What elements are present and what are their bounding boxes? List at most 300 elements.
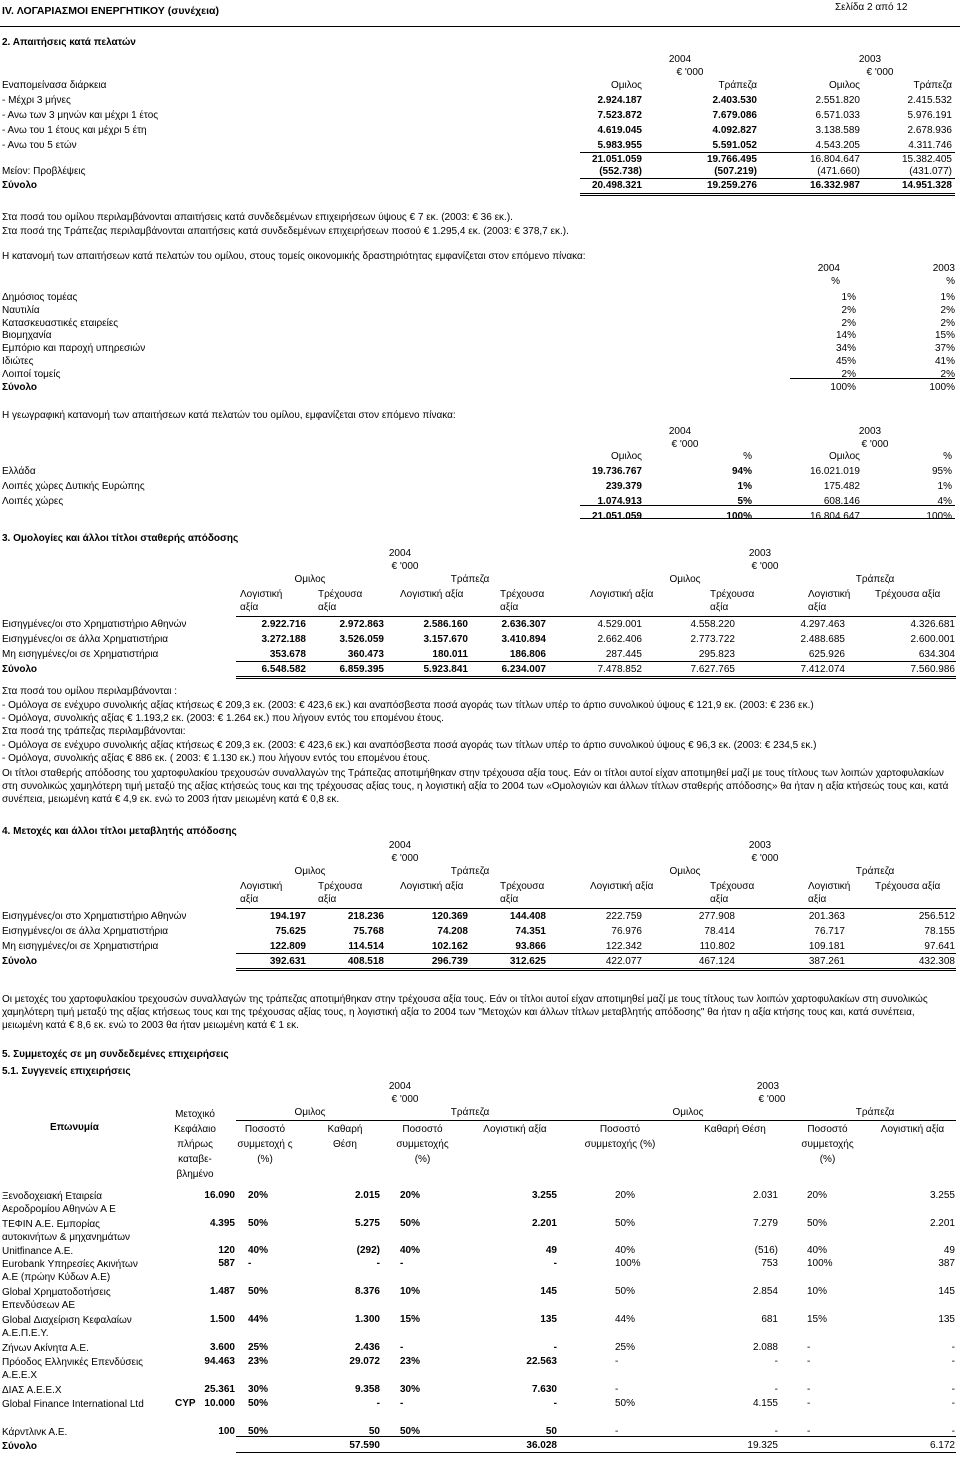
cell-value: 50% — [807, 1218, 828, 1229]
cell-value: 97.641 — [924, 941, 955, 952]
cell-value: 2.551.820 — [815, 95, 860, 106]
row-label: Σύνολο — [2, 956, 38, 967]
cell-value: 467.124 — [698, 956, 735, 967]
cell-value: 49 — [545, 1245, 557, 1256]
sector-2004: 1% — [841, 292, 856, 303]
cell-value: 40% — [400, 1245, 421, 1256]
cell-value: 6.234.007 — [501, 664, 546, 675]
company-name: ΔΙΑΣ Α.Ε.Ε.Χ — [2, 1385, 62, 1396]
s3-p2: - Ομόλογα σε ενέχυρο συνολικής αξίας κτήσεως € 209,3 εκ. (2003: € 423,6 εκ.) και αναπόσβεστα ποσά αγοράς των τίτλων υπέρ το άρτιο συνολικού ύψους € 121,9 εκ. (2003: € 236 εκ.) — [2, 700, 814, 711]
cell-value: 7.523.872 — [597, 110, 642, 121]
col-h: αξία — [808, 602, 827, 613]
year-2003: 2003 — [858, 426, 882, 437]
group-header: Τράπεζα — [855, 866, 895, 877]
cell-value: 2.015 — [354, 1190, 380, 1201]
cell-value: 25.361 — [204, 1384, 235, 1395]
col-h: αξία — [240, 894, 259, 905]
cell-value: 50% — [248, 1286, 269, 1297]
cell-value: - — [774, 1356, 778, 1367]
cell-value: 29.072 — [349, 1356, 380, 1367]
cell-value: 256.512 — [918, 911, 955, 922]
cell-value: 2.773.722 — [690, 634, 735, 645]
cell-value: 7.412.074 — [800, 664, 845, 675]
column-header: Τράπεζα — [913, 80, 952, 91]
cell-value: (552.738) — [599, 166, 642, 177]
rule — [236, 970, 956, 971]
cell-value: 180.011 — [432, 649, 468, 660]
cell-value: 120 — [218, 1245, 235, 1256]
cell-value: 5.591.052 — [712, 140, 757, 151]
cell-value: - — [807, 1342, 811, 1353]
rule — [790, 378, 955, 379]
cell-value: - — [951, 1426, 955, 1437]
cell-value: 50% — [248, 1218, 269, 1229]
cell-value: (431.077) — [909, 166, 952, 177]
cell-value: 2.201 — [531, 1218, 557, 1229]
s4-title: 4. Μετοχές και άλλοι τίτλοι μεταβλητής απόδοσης — [2, 826, 237, 837]
s3-p6: - Ομόλογα, συνολικής αξίας € 886 εκ. ( 2003: € 1.130 εκ.) που λήγουν εντός του επομένου έτους. — [2, 753, 431, 764]
cell-value: 50 — [545, 1426, 557, 1437]
geo-value: 608.146 — [823, 496, 860, 507]
col-h: Μετοχικό Κεφάλαιο πλήρως καταβε-βλημένο — [174, 1109, 216, 1180]
cell-value: 2.854 — [752, 1286, 778, 1297]
sector-label: Ιδιώτες — [2, 356, 34, 367]
year-2004: 2004 — [668, 54, 692, 65]
cell-value: 2.924.187 — [597, 95, 642, 106]
cell-value: 23% — [248, 1356, 269, 1367]
cell-value: 287.445 — [605, 649, 642, 660]
cell-value: 7.627.765 — [690, 664, 735, 675]
cell-value: 135 — [938, 1314, 955, 1325]
s3-p5: - Ομόλογα σε ενέχυρο συνολικής αξίας κτήσεως € 209,3 εκ. (2003: € 423,6 εκ.) και αναπόσβεστα ποσά αγοράς των τίτλων υπέρ το άρτιο συνολικού ύψους € 96,3 εκ. (2003: € 234,5 εκ.) — [2, 740, 817, 751]
col-h: αξία — [808, 894, 827, 905]
cell-value: 16.090 — [204, 1190, 235, 1201]
s3-p4: Στα ποσά της τράπεζας περιλαμβάνονται: — [2, 726, 186, 737]
cell-value: 2.678.936 — [907, 125, 952, 136]
row-label: - Ανω του 5 ετών — [2, 140, 77, 151]
unit-label: € '000 — [391, 1094, 419, 1105]
sector-2004: 34% — [835, 343, 856, 355]
col-h: αξία — [240, 602, 259, 613]
cell-value: 19.766.495 — [706, 154, 757, 165]
cell-value: 22.563 — [526, 1356, 557, 1367]
cell-value: 634.304 — [918, 649, 955, 660]
company-name: Unitfinance A.E. — [2, 1246, 74, 1257]
cell-value: 50% — [400, 1218, 421, 1229]
section-title: IV. ΛΟΓΑΡΙΑΣΜΟΙ ΕΝΕΡΓΗΤΙΚΟΥ (συνέχεια) — [2, 5, 219, 17]
cell-value: 50% — [615, 1218, 636, 1229]
cell-value: 2.201 — [929, 1218, 955, 1229]
cell-value: 40% — [248, 1245, 269, 1256]
cell-value: 2.972.863 — [339, 619, 384, 630]
cell-value: 6.172 — [929, 1440, 955, 1451]
row-label: Μη εισηγμένες/οι σε Χρηματιστήρια — [2, 941, 159, 952]
row-label: Εισηγμένες/οι σε άλλα Χρηματιστήρια — [2, 634, 169, 645]
cell-value: 15% — [400, 1314, 421, 1325]
geo-value: 95% — [931, 466, 952, 477]
rule — [236, 953, 956, 954]
row-label: Εισηγμένες/οι σε άλλα Χρηματιστήρια — [2, 926, 169, 937]
group-header: Ομιλος — [669, 574, 701, 585]
cell-value: 25% — [248, 1342, 269, 1353]
rule — [580, 193, 955, 194]
cell-value: 21.051.059 — [591, 154, 642, 165]
year-2004: 2004 — [388, 840, 412, 851]
cell-value: 145 — [540, 1286, 557, 1297]
rule — [580, 178, 955, 179]
cell-value: 20% — [248, 1190, 269, 1201]
geo-intro: Η γεωγραφική κατανομή των απαιτήσεων κατά πελατών του ομίλου, εμφανίζεται στον επόμενο πίνακα: — [2, 410, 456, 421]
cell-value: 15% — [807, 1314, 828, 1325]
year-2003: 2003 — [858, 54, 882, 65]
cell-value: 2.088 — [752, 1342, 778, 1353]
group-header: Ομιλος — [294, 866, 326, 877]
company-name: Ζήνων Ακίνητα Α.Ε. — [2, 1343, 89, 1354]
cell-value: 120.369 — [431, 911, 468, 922]
cell-value: - — [807, 1426, 811, 1437]
col-h: Τρέχουσα — [710, 589, 755, 600]
geo-value: 1% — [937, 481, 952, 492]
cell-value: - — [807, 1356, 811, 1367]
cell-value: 387.261 — [808, 956, 845, 967]
col-h: Ποσοστό συμμετοχής (%) — [801, 1124, 854, 1165]
group-header: Ομιλος — [294, 1107, 326, 1118]
geo-value: 94% — [731, 466, 752, 477]
cell-value: - — [951, 1398, 955, 1409]
cell-value: 194.197 — [269, 911, 306, 922]
rule — [236, 908, 956, 909]
cell-value: 50 — [368, 1426, 380, 1437]
group-header: Τράπεζα — [450, 574, 490, 585]
cell-value: 4.558.220 — [690, 619, 735, 630]
year-2004: 2004 — [817, 263, 840, 274]
geo-value: 175.482 — [823, 481, 860, 492]
cell-value: 74.208 — [437, 926, 468, 937]
col-h: Λογιστική αξία — [400, 589, 464, 600]
group-header: Τράπεζα — [450, 866, 490, 877]
cell-value: 57.590 — [349, 1440, 380, 1451]
column-header: Ομιλος — [611, 451, 642, 462]
cell-value: 2.600.001 — [910, 634, 955, 645]
cell-value: 4.311.746 — [908, 140, 952, 151]
cell-value: 10.000 — [204, 1398, 235, 1409]
col-h: Λογιστική αξία — [590, 881, 654, 892]
group-header: Τράπεζα — [450, 1107, 490, 1118]
cell-value: 145 — [938, 1286, 955, 1297]
cell-value: 76.976 — [611, 926, 642, 937]
cell-value: 40% — [807, 1245, 828, 1256]
column-header: Ομιλος — [611, 80, 642, 91]
cell-value: 312.625 — [509, 956, 546, 967]
cell-value: 50% — [248, 1398, 269, 1409]
geo-value: 5% — [737, 496, 752, 507]
rule — [236, 1452, 956, 1453]
cell-value: 40% — [615, 1245, 636, 1256]
cell-value: 277.908 — [698, 911, 735, 922]
cell-value: 49 — [943, 1245, 955, 1256]
sector-label: Σύνολο — [2, 381, 38, 393]
cell-value: - — [400, 1258, 404, 1269]
company-name: Global Διαχείριση Κεφαλαίων Α.Ε.Π.Ε.Υ. — [2, 1315, 132, 1339]
col-h: Ποσοστό συμμετοχής (%) — [584, 1124, 656, 1150]
col-h: Τρέχουσα — [318, 881, 363, 892]
pct-header: % — [831, 276, 840, 287]
unit-label: € '000 — [751, 561, 779, 572]
cell-value: 5.983.955 — [597, 140, 642, 151]
sector-label: Εμπόριο και παροχή υπηρεσιών — [2, 343, 146, 355]
rule — [580, 505, 955, 506]
cell-value: 4.395 — [209, 1218, 235, 1229]
cell-value: - — [553, 1258, 557, 1269]
sector-2003: 41% — [934, 356, 955, 367]
sector-2003: 15% — [934, 330, 955, 342]
cell-value: 2.415.532 — [907, 95, 952, 106]
company-name: Πρόοδος Ελληνικές Επενδύσεις Α.Ε.Ε.Χ — [2, 1357, 144, 1381]
col-h: Τρέχουσα αξία — [875, 589, 941, 600]
cell-value: 7.279 — [752, 1218, 778, 1229]
cell-value: 4.529.001 — [597, 619, 642, 630]
cell-value: 587 — [218, 1258, 235, 1269]
rule — [580, 195, 955, 196]
sector-label: Κατασκευαστικές εταιρείες — [2, 317, 119, 329]
cell-value: 30% — [400, 1384, 421, 1395]
geo-value: 100% — [726, 511, 752, 522]
cell-value: 122.342 — [605, 941, 642, 952]
geo-value: 239.379 — [605, 481, 642, 492]
cell-value: - — [807, 1398, 811, 1409]
s2-title: 2. Απαιτήσεις κατά πελατών — [2, 37, 136, 48]
cell-value: 6.859.395 — [339, 664, 384, 675]
group-header: Τράπεζα — [855, 574, 895, 585]
col-h: Λογιστική — [808, 881, 851, 892]
rule — [580, 152, 955, 153]
unit-label: € '000 — [671, 439, 699, 450]
company-name: Global Finance International Ltd — [2, 1399, 144, 1410]
col-h: Καθαρή Θέση — [704, 1124, 766, 1135]
s3-title: 3. Ομολογίες και άλλοι τίτλοι σταθερής απόδοσης — [2, 533, 239, 544]
s3-p3: - Ομόλογα, συνολικής αξίας € 1.193,2 εκ. (2003: € 1.264 εκ.) που λήγουν εντός του επομένου έτους. — [2, 713, 444, 724]
cell-value: 144.408 — [509, 911, 546, 922]
geo-label: Ελλάδα — [2, 466, 36, 477]
col-h: Ποσοστό συμμετοχή ς (%) — [237, 1124, 293, 1165]
cell-value: 20% — [400, 1190, 421, 1201]
col-h: Τρέχουσα — [500, 881, 545, 892]
cell-value: 16.332.987 — [809, 180, 860, 191]
sector-intro: Η κατανομή των απαιτήσεων κατά πελατών του ομίλου, στους τομείς οικονομικής δραστηριότητας εμφανίζεται στον επόμενο πίνακα: — [2, 251, 586, 262]
s3-p7: Οι τίτλοι σταθερής απόδοσης του χαρτοφυλακίου τρεχουσών συναλλαγών της Τράπεζας αποτιμήθηκαν στην τρέχουσα αξία τους. Εάν οι τίτλοι αυτοί είχαν αποτιμηθεί μαζί με τους τίτλους των λοιπών χαρτοφυλακίων στη συνολικώς χαμηλότερη τιμή μεταξύ της αξίας κτήσεώς τους και της τρέχουσας αξίας τους, η λογιστική αξία το 2004 των «Ομολογιών και άλλων τίτλων σταθερής απόδοσης» θα ήταν η αξία κτήσεώς τους και, κατά συνέπεια, μειωμένη κατά € 4,9 εκ. ενώ το 2003 ήταν μειωμένη κατά € 0,8 εκ. — [2, 768, 949, 805]
col-h: αξία — [318, 602, 337, 613]
cell-value: 78.155 — [924, 926, 955, 937]
col-h: Λογιστική αξία — [880, 1124, 945, 1135]
cell-value: - — [615, 1356, 619, 1367]
cell-value: 25% — [615, 1342, 636, 1353]
sector-label: Ναυτιλία — [2, 304, 40, 316]
cell-value: 3.255 — [929, 1190, 955, 1201]
cell-value: 10% — [400, 1286, 421, 1297]
cell-value: (292) — [356, 1245, 380, 1256]
cell-value: 14.951.328 — [901, 180, 952, 191]
cell-value: 5.275 — [354, 1218, 380, 1229]
column-header: % — [943, 451, 952, 462]
s5-subtitle: 5.1. Συγγενείς επιχειρήσεις — [2, 1066, 131, 1077]
cell-value: 75.625 — [275, 926, 306, 937]
sector-2004: 2% — [841, 304, 856, 316]
cell-value: 5.976.191 — [907, 110, 952, 121]
cell-value: (516) — [754, 1245, 778, 1256]
cell-value: 7.560.986 — [910, 664, 955, 675]
column-header: Ομιλος — [829, 80, 860, 91]
s5-title: 5. Συμμετοχές σε μη συνδεδεμένες επιχειρήσεις — [2, 1049, 229, 1060]
rule — [236, 678, 956, 679]
row-label: - Ανω των 3 μηνών και μέχρι 1 έτος — [2, 110, 159, 121]
sector-label: Λοιποί τομείς — [2, 368, 61, 380]
cell-value: 78.414 — [704, 926, 735, 937]
cell-value: 753 — [761, 1258, 778, 1269]
cell-value: 8.376 — [354, 1286, 380, 1297]
rule — [236, 616, 956, 617]
unit-label: € '000 — [391, 561, 419, 572]
sector-2003: 37% — [934, 343, 955, 355]
cell-value: 222.759 — [605, 911, 642, 922]
cell-value: 50% — [248, 1426, 269, 1437]
year-2004: 2004 — [388, 1081, 412, 1092]
unit-label: € '000 — [861, 439, 889, 450]
cell-value: 3.600 — [209, 1342, 235, 1353]
sector-2003: 100% — [929, 381, 955, 393]
cell-value: 19.325 — [747, 1440, 778, 1451]
cell-value: 109.181 — [808, 941, 845, 952]
cell-value: 3.410.894 — [501, 634, 546, 645]
cell-value: 7.679.086 — [712, 110, 757, 121]
geo-value: 16.804.647 — [809, 511, 860, 522]
row-label: Εισηγμένες/οι στο Χρηματιστήριο Αθηνών — [2, 619, 187, 630]
cell-value: 2.488.685 — [800, 634, 845, 645]
sector-2004: 100% — [830, 381, 856, 393]
cell-value: - — [951, 1384, 955, 1395]
cell-value: 36.028 — [526, 1440, 557, 1451]
cell-value: 122.809 — [269, 941, 306, 952]
table-label: Εναπομείνασα διάρκεια — [2, 80, 107, 91]
column-header: Ομιλος — [829, 451, 860, 462]
col-h: αξία — [710, 602, 729, 613]
cell-value: - — [951, 1342, 955, 1353]
company-name: Κάρντλινκ Α.Ε. — [2, 1427, 68, 1438]
cell-value: 387 — [938, 1258, 955, 1269]
cell-value: 76.717 — [814, 926, 845, 937]
cell-value: 4.092.827 — [712, 125, 757, 136]
cell-value: 102.162 — [431, 941, 468, 952]
geo-value: 1% — [737, 481, 752, 492]
row-label: Εισηγμένες/οι στο Χρηματιστήριο Αθηνών — [2, 911, 187, 922]
unit-label: € '000 — [758, 1094, 786, 1105]
geo-label: Λοιπές χώρες — [2, 496, 64, 507]
cell-value: 4.543.205 — [815, 140, 860, 151]
divider — [0, 26, 960, 27]
cell-value: 44% — [615, 1314, 636, 1325]
sector-2004: 2% — [841, 317, 856, 329]
cell-value: 186.806 — [509, 649, 546, 660]
col-h: Τρέχουσα — [500, 589, 545, 600]
cell-value: (471.660) — [817, 166, 860, 177]
cell-value: 20% — [615, 1190, 636, 1201]
cell-value: 7.478.852 — [597, 664, 642, 675]
col-h: Λογιστική αξία — [590, 589, 654, 600]
sector-2004: 14% — [835, 330, 856, 342]
column-header: % — [743, 451, 752, 462]
cell-value: 74.351 — [515, 926, 546, 937]
cell-value: 3.272.188 — [261, 634, 306, 645]
cell-value: 30% — [248, 1384, 269, 1395]
cell-value: - — [400, 1342, 404, 1353]
cell-value: 2.586.160 — [423, 619, 468, 630]
cell-value: - — [774, 1426, 778, 1437]
cell-value: 681 — [761, 1314, 778, 1325]
unit-label: € '000 — [751, 853, 779, 864]
col-h: Λογιστική αξία — [483, 1124, 547, 1135]
cell-value: 6.571.033 — [815, 110, 860, 121]
cell-value: - — [807, 1384, 811, 1395]
col-h: αξία — [318, 894, 337, 905]
cell-value: 1.300 — [354, 1314, 380, 1325]
s2-note-1: Στα ποσά του ομίλου περιλαμβάνονται απαιτήσεις κατά συνδεδεμένων επιχειρήσεων ύψους € 7 εκ. (2003: € 36 εκ.). — [2, 212, 513, 223]
geo-label: Λοιπές χώρες Δυτικής Ευρώπης — [2, 481, 145, 492]
column-header: Τράπεζα — [718, 80, 757, 91]
unit-label: € '000 — [391, 853, 419, 864]
sector-2003: 1% — [940, 292, 955, 303]
cell-value: 100 — [218, 1426, 235, 1437]
cell-value: 4.619.045 — [597, 125, 642, 136]
year-2003: 2003 — [748, 548, 772, 559]
col-h: αξία — [500, 602, 519, 613]
year-2003: 2003 — [756, 1081, 780, 1092]
group-header: Τράπεζα — [855, 1107, 895, 1118]
geo-value: 16.021.019 — [809, 466, 860, 477]
cell-value: 19.259.276 — [706, 180, 757, 191]
col-h: Τρέχουσα — [318, 589, 363, 600]
rule — [236, 1120, 956, 1121]
cell-value: 3.526.059 — [339, 634, 384, 645]
col-h: αξία — [500, 894, 519, 905]
cell-value: 94.463 — [204, 1356, 235, 1367]
cell-value: 2.636.307 — [501, 619, 546, 630]
sector-2003: 2% — [940, 317, 955, 329]
cell-value: 4.326.681 — [910, 619, 955, 630]
cell-value: - — [248, 1258, 252, 1269]
cell-value: - — [553, 1398, 557, 1409]
row-label: Σύνολο — [2, 180, 38, 191]
row-label: - Μέχρι 3 μήνες — [2, 95, 71, 106]
cell-value: - — [774, 1384, 778, 1395]
cell-value: 20.498.321 — [591, 180, 642, 191]
rule — [236, 676, 956, 677]
currency: CYP — [175, 1398, 196, 1409]
row-label: Μη εισηγμένες/οι σε Χρηματιστήρια — [2, 649, 159, 660]
cell-value: 50% — [615, 1398, 636, 1409]
col-h: Καθαρή Θέση — [327, 1124, 363, 1150]
cell-value: 2.662.406 — [597, 634, 642, 645]
col-h: Τρέχουσα αξία — [875, 881, 941, 892]
geo-value: 100% — [926, 511, 952, 522]
sector-label: Δημόσιος τομέας — [2, 292, 78, 303]
cell-value: 50% — [400, 1426, 421, 1437]
s3-p1: Στα ποσά του ομίλου περιλαμβάνονται : — [2, 686, 178, 697]
cell-value: 408.518 — [347, 956, 384, 967]
cell-value: - — [951, 1356, 955, 1367]
col-h: Τρέχουσα — [710, 881, 755, 892]
company-name: Ξενοδοχειακή Εταιρεία Αεροδρομίου Αθηνών Α Ε — [2, 1191, 116, 1215]
cell-value: 4.155 — [752, 1398, 778, 1409]
cell-value: - — [376, 1258, 380, 1269]
